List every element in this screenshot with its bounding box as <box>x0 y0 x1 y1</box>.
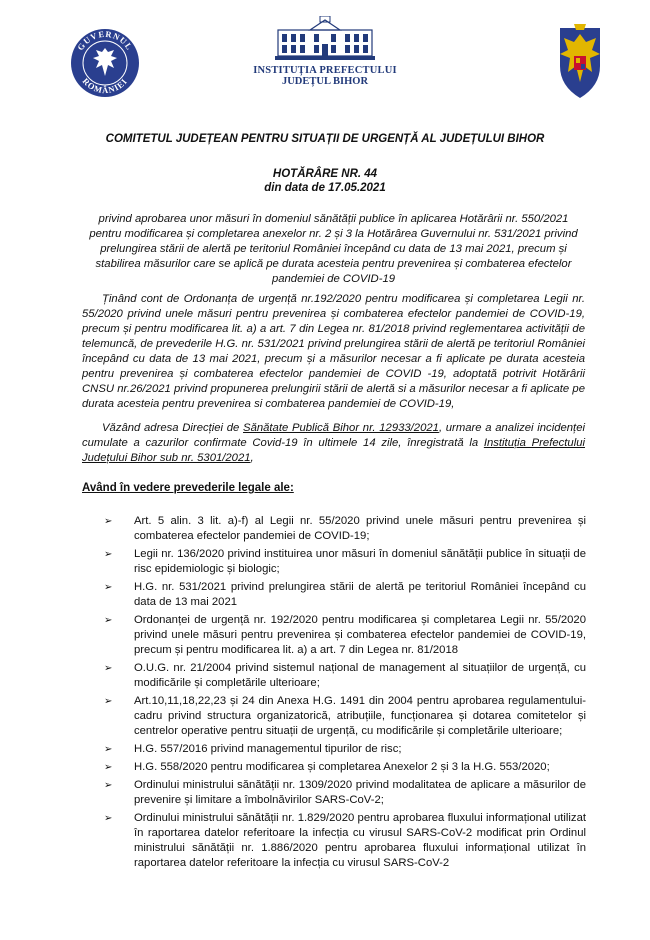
list-item: ➢ O.U.G. nr. 21/2004 privind sistemul național de management al situațiilor de urgență, cu modificările și completările ulterioare; <box>104 662 586 689</box>
government-seal-logo <box>70 28 140 98</box>
seal-text-top: GUVERNUL <box>75 28 135 53</box>
coat-of-arms-logo <box>552 22 608 102</box>
arrow-bullet-icon: ➢ <box>104 762 113 773</box>
decision-date: din data de 17.05.2021 <box>264 182 386 194</box>
arrow-bullet-icon: ➢ <box>104 696 113 707</box>
vazand-reference-dsp: Sănătate Publică Bihor nr. 12933/2021 <box>243 422 439 434</box>
decision-number: HOTĂRÂRE NR. 44 <box>272 168 378 180</box>
vazand-reference-prefectura: Instituția Prefectului Județului Bihor sub nr. 5301/2021 <box>82 437 585 464</box>
institution-block <box>240 16 410 87</box>
legal-basis-heading: Având în vedere prevederile legale ale: <box>82 482 294 494</box>
arrow-bullet-icon: ➢ <box>104 744 113 755</box>
vazand-text-3: , <box>250 452 254 464</box>
legal-basis-list <box>104 514 586 874</box>
arrow-bullet-icon: ➢ <box>104 813 113 824</box>
list-item: ➢ Legii nr. 136/2020 privind instituirea unor măsuri în domeniul sănătății publice în situații de risc epidemiologic și biologic; <box>104 548 586 575</box>
letterhead <box>0 12 650 112</box>
list-item: ➢ H.G. 558/2020 pentru modificarea și completarea Anexelor 2 și 3 la H.G. 553/2020; <box>104 761 550 773</box>
vazand-text-1: Văzând adresa Direcției de <box>102 422 244 434</box>
seal-text-bottom: ROMÂNIEI <box>80 75 130 96</box>
arrow-bullet-icon: ➢ <box>104 780 113 791</box>
vazand-text-2: , urmare a analizei incidenței cumulate a cazurilor confirmate Covid-19 în ultimele 14 zile, înregistrată la <box>82 422 585 449</box>
institution-building-logo <box>270 16 380 62</box>
institution-name: INSTITUȚIA PREFECTULUI <box>253 65 397 76</box>
arrow-bullet-icon: ➢ <box>104 615 113 626</box>
paragraph-tinand-cont: Ținând cont de Ordonanța de urgență nr.192/2020 pentru modificarea și completarea Legii nr. 55/2020 privind unele măsuri pentru prevenirea și combaterea efectelor pandemiei de COVID-19, precum și pentru modificarea lit. a) a art. 7 din Legea nr. 81/2018 privind reglementarea activității de telemuncă, de prevederile H.G. nr. 531/2021 privind prelungirea stării de alertă pe teritoriul României începând cu data de 13 mai 2021, precum și a măsurilor necesar a fi aplicate pe durata acesteia pentru prevenirea și combaterea efectelor pandemiei de COVID -19, adoptată potrivit Hotărârii CNSU nr.26/2021 privind propunerea prelungirii stării de alertă si a măsurilor necesar a fi aplicate pe durata acesteia pentru prevenirea si combaterea pandemiei de COVID-19, <box>82 293 585 410</box>
list-item: ➢ H.G. 557/2016 privind managementul tipurilor de risc; <box>104 743 402 755</box>
arrow-bullet-icon: ➢ <box>104 516 113 527</box>
arrow-bullet-icon: ➢ <box>104 549 113 560</box>
list-item: ➢ Ordonanței de urgență nr. 192/2020 pentru modificarea și completarea Legii nr. 55/2020 privind unele măsuri pentru prevenirea și combaterea efectelor pandemiei de COVID-19, precum și pentru modificarea lit. a) a art. 7 din Legea nr. 81/2018 <box>104 614 586 656</box>
institution-county: JUDEȚUL BIHOR <box>281 76 369 87</box>
arrow-bullet-icon: ➢ <box>104 582 113 593</box>
arrow-bullet-icon: ➢ <box>104 663 113 674</box>
list-item: ➢ H.G. nr. 531/2021 privind prelungirea stării de alertă pe teritoriul României începând cu data de 13 mai 2021 <box>104 581 586 608</box>
committee-title: COMITETUL JUDEȚEAN PENTRU SITUAȚII DE URGENȚĂ AL JUDEȚULUI BIHOR <box>105 133 545 145</box>
decision-subject: privind aprobarea unor măsuri în domeniul sănătății publice în aplicarea Hotărârii nr. 550/2021 pentru modificarea și completarea anexelor nr. 2 și 3 la Hotărârea Guvernului nr. 531/2021 privind prelungirea stării de alertă pe teritoriul României începând cu data de 13 mai 2021, precum și stabilirea măsurilor care se aplică pe durata acesteia pentru prevenirea și combaterea efectelor pandemiei de COVID-19 <box>89 213 578 285</box>
list-item: ➢ Ordinului ministrului sănătății nr. 1.829/2020 pentru aprobarea fluxului informațional utilizat în raportarea datelor referitoare la infecția cu virusul SARS-CoV-2 modificat prin Ordinul ministrului sănătății nr. 1.886/2020 pentru aprobarea fluxului informațional utilizat în raportarea datelor referitoare la infecția cu virusul SARS-CoV-2 <box>104 812 586 869</box>
paragraph-vazand <box>82 421 585 466</box>
list-item: ➢ Ordinului ministrului sănătății nr. 1309/2020 privind modalitatea de aplicare a măsurilor de prevenire și limitare a îmbolnăvirilor SARS-CoV-2; <box>104 779 586 806</box>
list-item: ➢ Art. 5 alin. 3 lit. a)-f) al Legii nr. 55/2020 privind unele măsuri pentru prevenirea și combaterea efectelor pandemiei de COVID-19; <box>104 515 586 542</box>
list-item: ➢ Art.10,11,18,22,23 și 24 din Anexa H.G. 1491 din 2004 pentru aprobarea regulamentului-cadru privind structura organizatorică, atribuțiile, funcționarea și dotarea comitetelor și centrelor operative pentru situații de urgență, cu modificările și completările ulterioare; <box>104 695 586 737</box>
